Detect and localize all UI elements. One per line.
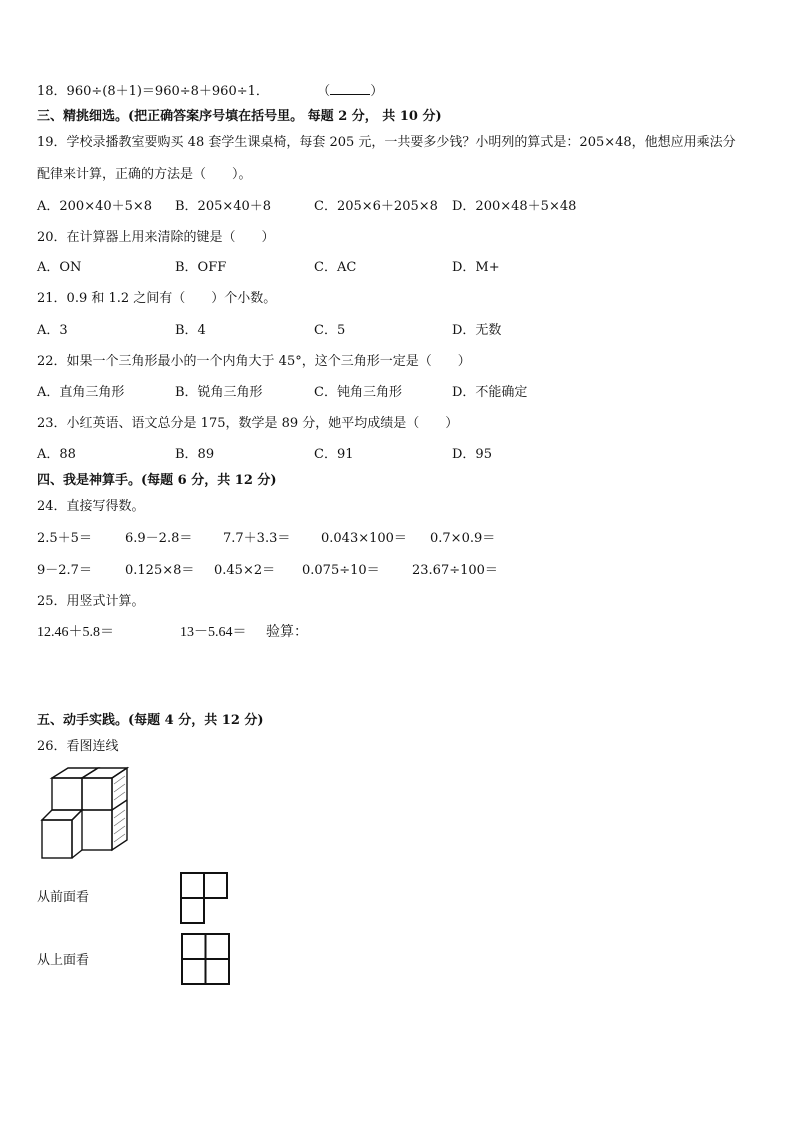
option-c: C．91 <box>314 447 354 462</box>
option-b: B．89 <box>175 447 215 462</box>
option-c: C．钝角三角形 <box>314 385 402 400</box>
front-view-label: 从前面看 <box>37 890 90 905</box>
calc-item: 0.7×0.9＝ <box>430 531 496 546</box>
section-4-title: 四、我是神算手。(每题 6 分，共 12 分) <box>37 473 277 488</box>
question-18 <box>37 82 383 101</box>
option-d: D．200×48＋5×48 <box>452 199 577 214</box>
calc-item: 0.075÷10＝ <box>302 563 380 578</box>
option-b: B．OFF <box>175 260 227 275</box>
question-20: 20．在计算器上用来清除的键是（ ） <box>37 230 275 245</box>
section-3-title: 三、精挑细选。(把正确答案序号填在括号里。 每题 2 分， 共 10 分) <box>37 109 442 124</box>
option-c: C．5 <box>314 323 346 338</box>
option-a: A．ON <box>37 260 82 275</box>
option-d: D．无数 <box>452 323 502 338</box>
option-c: C．205×6＋205×8 <box>314 199 438 214</box>
question-24: 24．直接写得数。 <box>37 499 145 514</box>
cube-stack-figure <box>38 766 130 862</box>
calc-item: 0.125×8＝ <box>125 563 195 578</box>
calc-item: 6.9－2.8＝ <box>125 531 193 546</box>
answer-paren-close: ） <box>370 84 384 99</box>
check-label: 验算： <box>266 625 308 640</box>
calc-item: 2.5＋5＝ <box>37 531 92 546</box>
question-19-line1: 19．学校录播教室要购买 48 套学生课桌椅，每套 205 元，一共要多少钱？小明列的算式是：205×48，他想应用乘法分 <box>37 135 736 150</box>
option-b: B．锐角三角形 <box>175 385 263 400</box>
option-a: A．200×40＋5×8 <box>37 199 153 214</box>
option-a: A．直角三角形 <box>37 385 125 400</box>
option-d: D．不能确定 <box>452 385 528 400</box>
question-21: 21．0.9 和 1.2 之间有（ ）个小数。 <box>37 291 277 306</box>
front-view-figure[interactable] <box>179 871 231 925</box>
question-25: 25．用竖式计算。 <box>37 594 145 609</box>
question-26: 26．看图连线 <box>37 739 119 754</box>
option-a: A．88 <box>37 447 76 462</box>
option-b: B．205×40＋8 <box>175 199 272 214</box>
question-22: 22．如果一个三角形最小的一个内角大于 45°，这个三角形一定是（ ） <box>37 354 471 369</box>
top-view-figure[interactable] <box>180 932 232 986</box>
option-b: B．4 <box>175 323 206 338</box>
option-d: D．95 <box>452 447 492 462</box>
calc-item: 23.67÷100＝ <box>412 563 498 578</box>
option-a: A．3 <box>37 323 68 338</box>
question-19-line2: 配律来计算，正确的方法是（ ）。 <box>37 167 252 182</box>
calc-item: 0.45×2＝ <box>214 563 276 578</box>
vertical-calc-2: 13－5.64＝ <box>180 625 247 640</box>
question-18-text: 18．960÷(8＋1)＝960÷8＋960÷1． <box>37 84 269 99</box>
answer-paren-open: （ <box>317 84 331 99</box>
section-5-title: 五、动手实践。(每题 4 分，共 12 分) <box>37 713 264 728</box>
vertical-calc-1: 12.46＋5.8＝ <box>37 625 114 640</box>
calc-item: 7.7＋3.3＝ <box>223 531 291 546</box>
answer-blank[interactable] <box>330 82 370 95</box>
option-d: D．M+ <box>452 260 500 275</box>
option-c: C．AC <box>314 260 357 275</box>
calc-item: 9－2.7＝ <box>37 563 92 578</box>
question-23: 23．小红英语、语文总分是 175，数学是 89 分，她平均成绩是（ ） <box>37 416 459 431</box>
calc-item: 0.043×100＝ <box>321 531 407 546</box>
top-view-label: 从上面看 <box>37 953 90 968</box>
